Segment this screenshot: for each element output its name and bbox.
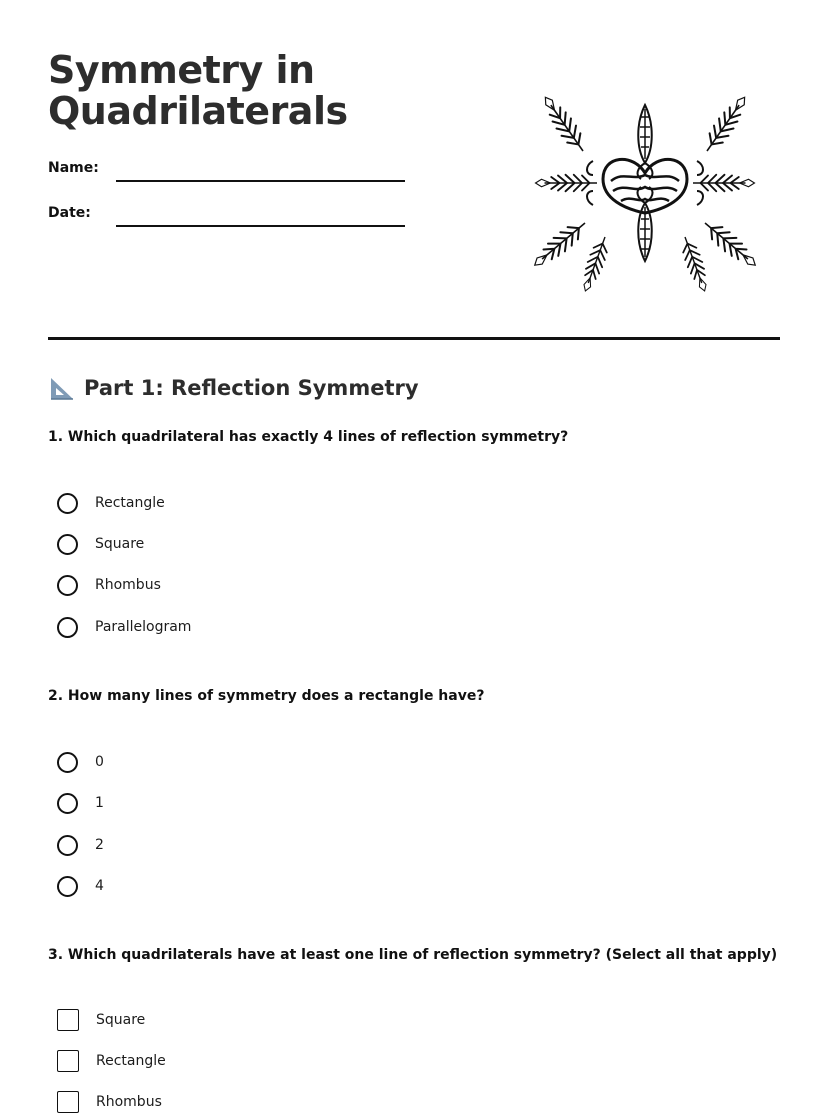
option-label: Rectangle — [96, 1053, 166, 1069]
header-divider — [48, 337, 780, 340]
date-field[interactable] — [116, 225, 405, 227]
q2-option-0[interactable] — [57, 749, 104, 775]
q1-option-rhombus[interactable] — [57, 572, 161, 598]
q2-option-2[interactable] — [57, 832, 104, 858]
q3-option-rectangle[interactable] — [57, 1048, 166, 1074]
q1-option-square[interactable] — [57, 531, 144, 557]
date-label: Date: — [48, 205, 91, 221]
name-field[interactable] — [116, 180, 405, 182]
option-label: 4 — [95, 878, 104, 894]
q1-option-rectangle[interactable] — [57, 490, 165, 516]
q1-option-parallelogram[interactable] — [57, 614, 191, 640]
q3-option-rhombus[interactable] — [57, 1089, 162, 1115]
option-label: 2 — [95, 837, 104, 853]
radio-button[interactable] — [57, 534, 78, 555]
radio-button[interactable] — [57, 793, 78, 814]
option-label: Square — [96, 1012, 146, 1028]
option-label: 1 — [95, 795, 104, 811]
option-label: Rhombus — [96, 1094, 162, 1110]
radio-button[interactable] — [57, 876, 78, 897]
checkbox[interactable] — [57, 1091, 79, 1113]
question-2-prompt: 2. How many lines of symmetry does a rectangle have? — [48, 688, 485, 704]
question-3-prompt: 3. Which quadrilaterals have at least one line of reflection symmetry? (Select all that apply) — [48, 947, 778, 963]
name-label: Name: — [48, 160, 99, 176]
question-1-prompt: 1. Which quadrilateral has exactly 4 lines of reflection symmetry? — [48, 429, 569, 445]
section-title: Part 1: Reflection Symmetry — [84, 376, 419, 400]
checkbox[interactable] — [57, 1050, 79, 1072]
set-square-icon — [48, 374, 76, 402]
polynesian-fern-motif-icon — [510, 55, 780, 315]
radio-button[interactable] — [57, 493, 78, 514]
option-label: Parallelogram — [95, 619, 192, 635]
radio-button[interactable] — [57, 575, 78, 596]
section-heading-part1 — [48, 374, 419, 402]
radio-button[interactable] — [57, 752, 78, 773]
option-label: Rectangle — [95, 495, 165, 511]
option-label: Square — [95, 536, 145, 552]
option-label: 0 — [95, 754, 104, 770]
radio-button[interactable] — [57, 835, 78, 856]
q2-option-4[interactable] — [57, 873, 104, 899]
page-title: Symmetry in Quadrilaterals — [48, 48, 348, 133]
checkbox[interactable] — [57, 1009, 79, 1031]
radio-button[interactable] — [57, 617, 78, 638]
option-label: Rhombus — [95, 577, 161, 593]
q3-option-square[interactable] — [57, 1007, 145, 1033]
q2-option-1[interactable] — [57, 790, 104, 816]
